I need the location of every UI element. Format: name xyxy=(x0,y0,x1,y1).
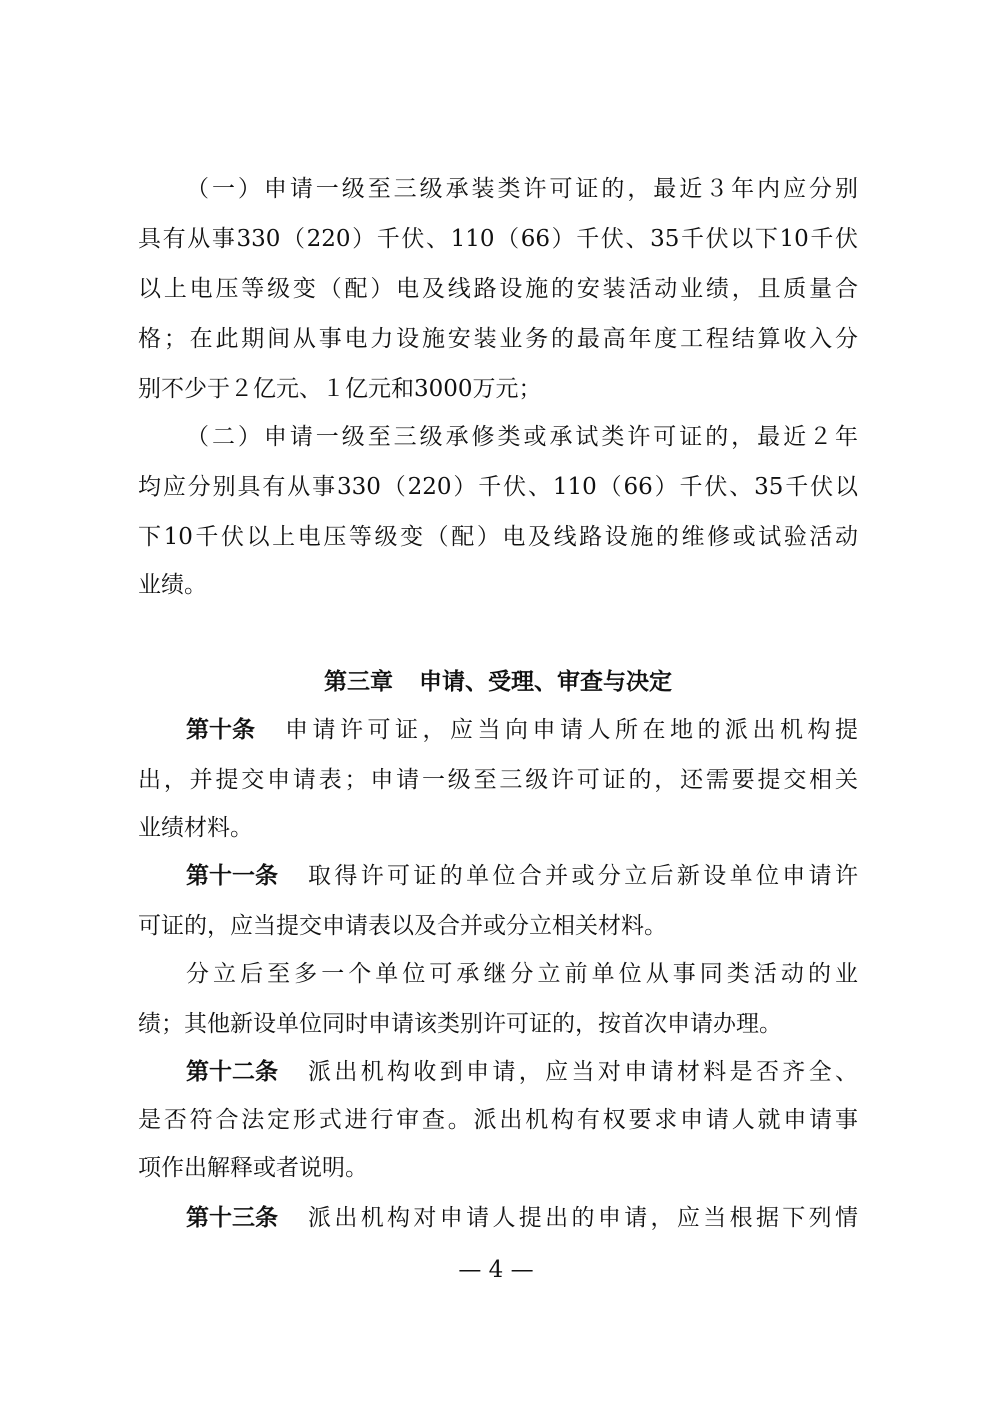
article-10-label: 第十条 xyxy=(186,717,255,743)
paragraph-1-line-1: （一）申请一级至三级承装类许可证的，最近３年内应分别 xyxy=(186,176,858,202)
paragraph-1-line-4: 格；在此期间从事电力设施安装业务的最高年度工程结算收入分 xyxy=(138,326,858,352)
article-11-line-2: 可证的，应当提交申请表以及合并或分立相关材料。 xyxy=(138,913,667,939)
page-number: — 4 — xyxy=(458,1257,534,1283)
article-12-text: 派出机构收到申请，应当对申请材料是否齐全、 xyxy=(308,1059,858,1085)
article-10-line-1 xyxy=(186,715,858,745)
paragraph-2-line-3: 下10千伏以上电压等级变（配）电及线路设施的维修或试验活动 xyxy=(138,524,858,550)
article-13-line-1 xyxy=(186,1203,858,1233)
article-12-line-1 xyxy=(186,1057,858,1087)
article-13-text: 派出机构对申请人提出的申请，应当根据下列情 xyxy=(308,1205,858,1231)
article-12-line-3: 项作出解释或者说明。 xyxy=(138,1155,368,1181)
article-11-text: 取得许可证的单位合并或分立后新设单位申请许 xyxy=(308,863,858,889)
article-10-line-2: 出，并提交申请表；申请一级至三级许可证的，还需要提交相关 xyxy=(138,767,858,793)
article-10-line-3: 业绩材料。 xyxy=(138,815,253,841)
article-11-line-1 xyxy=(186,861,858,891)
chapter-title: 申请、受理、审查与决定 xyxy=(419,669,672,695)
article-11-para-2-line-1: 分立后至多一个单位可承继分立前单位从事同类活动的业 xyxy=(186,961,858,987)
paragraph-2-line-4: 业绩。 xyxy=(138,572,207,598)
paragraph-1-line-3: 以上电压等级变（配）电及线路设施的安装活动业绩，且质量合 xyxy=(138,276,858,302)
paragraph-2-line-2: 均应分别具有从事330（220）千伏、110（66）千伏、35千伏以 xyxy=(138,474,858,500)
article-11-label: 第十一条 xyxy=(186,863,278,889)
article-12-label: 第十二条 xyxy=(186,1059,278,1085)
paragraph-2-line-1: （二）申请一级至三级承修类或承试类许可证的，最近２年 xyxy=(186,424,858,450)
paragraph-1-line-2: 具有从事330（220）千伏、110（66）千伏、35千伏以下10千伏 xyxy=(138,226,858,252)
article-12-line-2: 是否符合法定形式进行审查。派出机构有权要求申请人就申请事 xyxy=(138,1107,858,1133)
chapter-heading xyxy=(138,667,858,697)
paragraph-1-line-5: 别不少于２亿元、１亿元和3000万元； xyxy=(138,376,542,402)
article-13-label: 第十三条 xyxy=(186,1205,278,1231)
article-11-para-2-line-2: 绩；其他新设单位同时申请该类别许可证的，按首次申请办理。 xyxy=(138,1011,782,1037)
chapter-number: 第三章 xyxy=(324,669,393,695)
article-10-text: 申请许可证，应当向申请人所在地的派出机构提 xyxy=(285,717,858,743)
